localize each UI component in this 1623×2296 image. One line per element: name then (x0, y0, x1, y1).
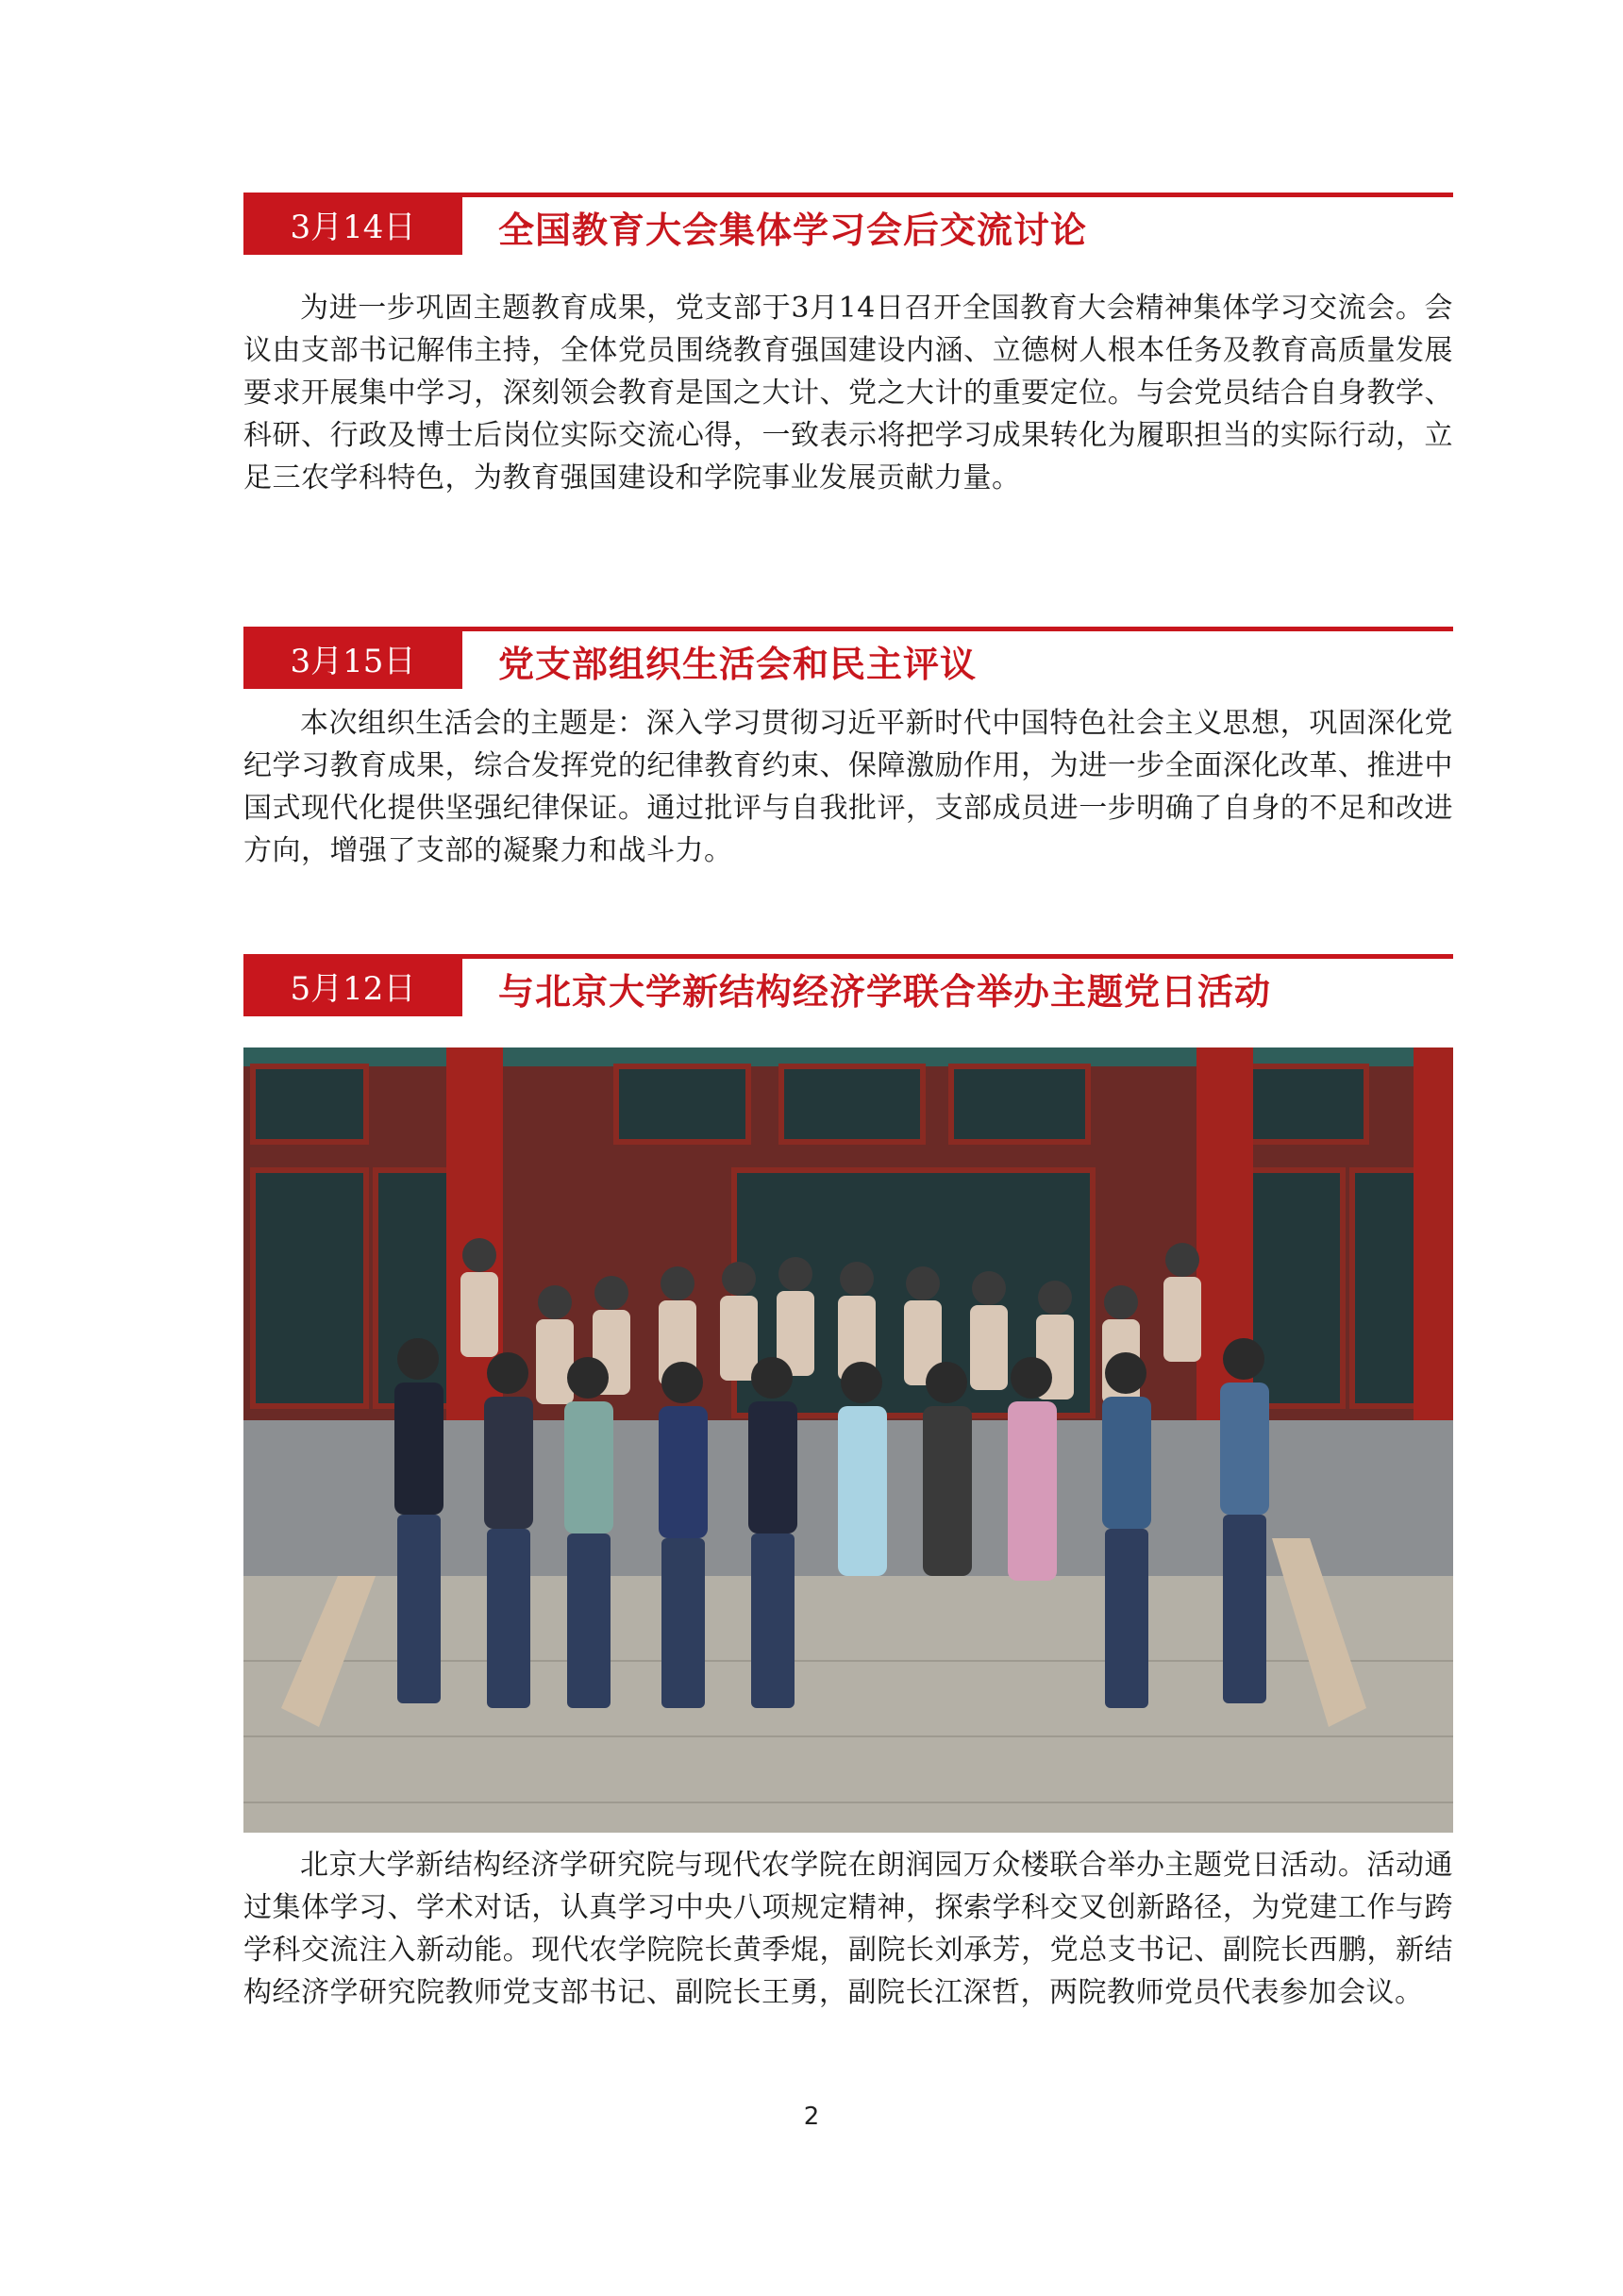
section-body: 为进一步巩固主题教育成果，党支部于3月14日召开全国教育大会精神集体学习交流会。会议由支部书记解伟主持，全体党员围绕教育强国建设内涵、立德树人根本任务及教育高质量发展要求开展集中学习，深刻领会教育是国之大计、党之大计的重要定位。与会党员结合自身教学、科研、行政及博士后岗位实际交流心得，一致表示将把学习成果转化为履职担当的实际行动，立足三农学科特色，为教育强国建设和学院事业发展贡献力量。 (243, 292, 1453, 494)
section-may12 (243, 954, 1453, 2014)
section-mar14 (243, 193, 1453, 499)
group-photo (243, 1047, 1453, 1833)
date-badge: 3月15日 (243, 627, 462, 689)
section-header (243, 627, 1453, 689)
date-badge: 5月12日 (243, 954, 462, 1016)
page-number: 2 (803, 2103, 820, 2131)
date-badge: 3月14日 (243, 193, 462, 255)
section-mar15 (243, 627, 1453, 872)
section-body: 本次组织生活会的主题是：深入学习贯彻习近平新时代中国特色社会主义思想，巩固深化党纪学习教育成果，综合发挥党的纪律教育约束、保障激励作用，为进一步全面深化改革、推进中国式现代化提供坚强纪律保证。通过批评与自我批评，支部成员进一步明确了自身的不足和改进方向，增强了支部的凝聚力和战斗力。 (243, 707, 1453, 867)
section-body: 北京大学新结构经济学研究院与现代农学院在朗润园万众楼联合举办主题党日活动。活动通过集体学习、学术对话，认真学习中央八项规定精神，探索学科交叉创新路径，为党建工作与跨学科交流注入新动能。现代农学院院长黄季焜，副院长刘承芳，党总支书记、副院长西鹏，新结构经济学研究院教师党支部书记、副院长王勇，副院长江深哲，两院教师党员代表参加会议。 (243, 1849, 1453, 2009)
section-title: 党支部组织生活会和民主评议 (498, 644, 978, 685)
section-title: 全国教育大会集体学习会后交流讨论 (498, 209, 1088, 251)
section-header (243, 193, 1453, 255)
section-header (243, 954, 1453, 1016)
group-photo-illustration (243, 1047, 1453, 1833)
section-title: 与北京大学新结构经济学联合举办主题党日活动 (498, 971, 1272, 1013)
